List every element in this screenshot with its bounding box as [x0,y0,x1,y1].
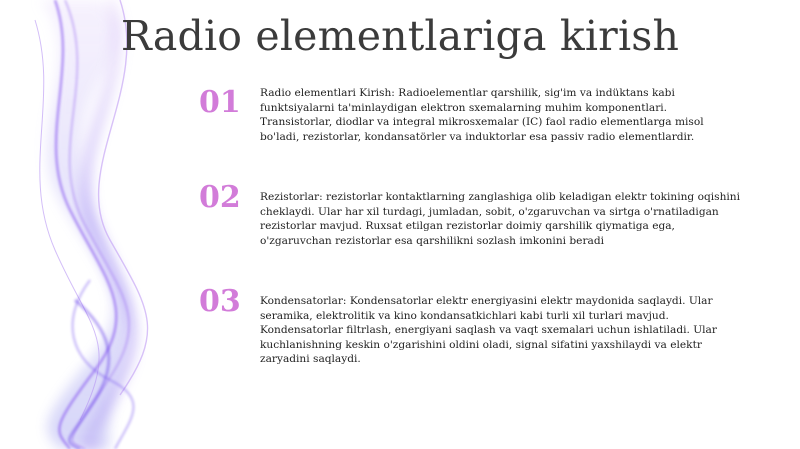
item-number: 01 [199,85,241,120]
item-number: 02 [199,180,241,215]
item-text: Kondensatorlar: Kondensatorlar elektr energiyasini elektr maydonida saqlaydi. Ular seramika, elektrolitik va kino kondansatkichlari kabi turli xil turlari mavjud. Kondensatorlar filtrlash, energiyani saqlash va vaqt sxemalari uchun ishlatiladi. Ular kuchlanishning keskin o'zgarishini oldini oladi, signal sifatini yaxshilaydi va elektr zaryadini saqlaydi. [260,295,717,366]
item-number: 03 [199,284,241,319]
slide-title: Radio elementlariga kirish [120,12,680,60]
item-text: Rezistorlar: rezistorlar kontaktlarning zanglashiga olib keladigan elektr tokining oqishini cheklaydi. Ular har xil turdagi, jumladan, sobit, o'zgaruvchan va sirtga o'rnatiladigan rezistorlar mavjud. Ruxsat etilgan rezistorlar doimiy qarshilik qiymatiga ega, o'zgaruvchan rezistorlar esa qarshilikni sozlash imkonini beradi [260,191,740,247]
item-text: Radio elementlari Kirish: Radioelementlar qarshilik, sig'im va indüktans kabi funktsiyalarni ta'minlaydigan elektron sxemalarning muhim komponentlari. Transistorlar, diodlar va integral mikrosxemalar (IC) faol radio elementlarga misol bo'ladi, rezistorlar, kondansatörler va induktorlar esa passiv radio elementlardir. [260,87,704,143]
decorative-smoke-swirl [0,0,220,449]
